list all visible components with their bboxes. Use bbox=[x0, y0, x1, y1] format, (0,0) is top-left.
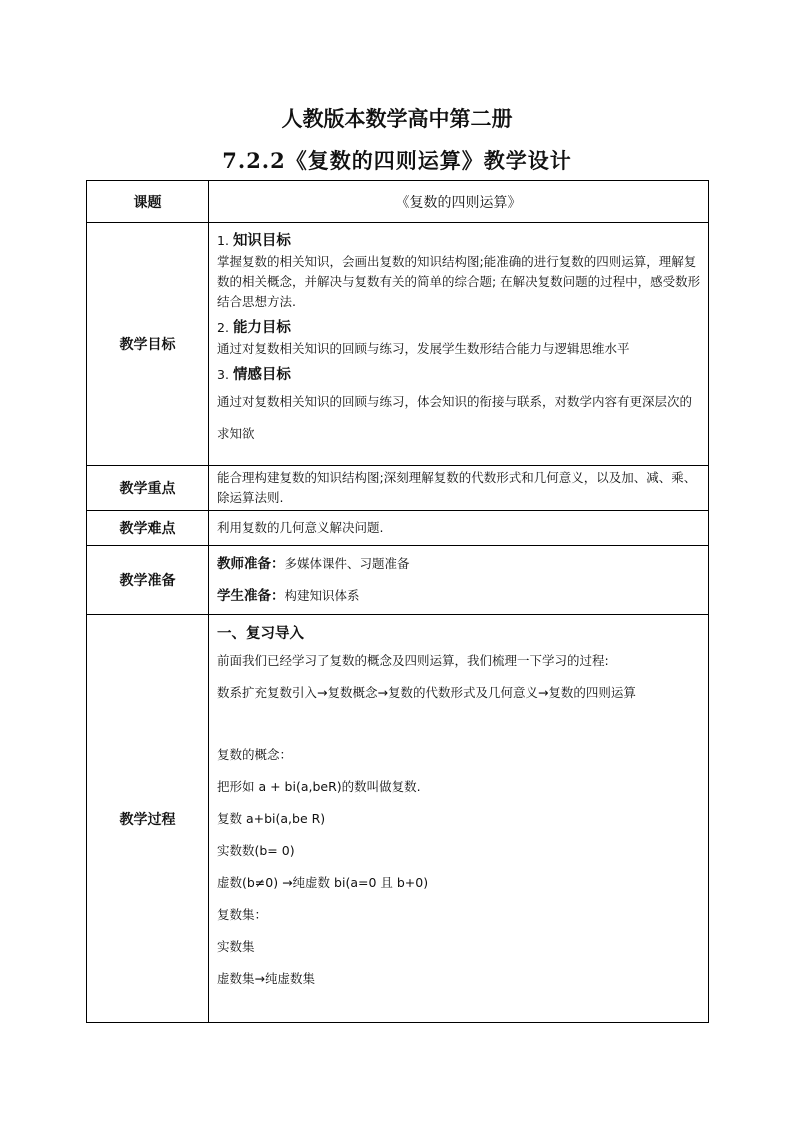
goal-heading-emotion: 3. 情感目标 bbox=[217, 367, 291, 383]
process-line: 复数 a+bi(a,be R) bbox=[217, 811, 326, 826]
document-title: 人教版本数学高中第二册 bbox=[281, 106, 513, 131]
difficulties-text: 利用复数的几何意义解决问题. bbox=[209, 511, 709, 546]
preparation-label: 教学准备 bbox=[87, 546, 209, 615]
difficulties-label: 教学难点 bbox=[87, 511, 209, 546]
goals-label: 教学目标 bbox=[87, 223, 209, 466]
spacer bbox=[217, 709, 704, 739]
process-line: 数系扩充复数引入→复数概念→复数的代数形式及几何意义→复数的四则运算 bbox=[217, 685, 636, 700]
process-section-title: 一、复习导入 bbox=[217, 626, 304, 642]
goal-heading-knowledge: 1. 知识目标 bbox=[217, 233, 291, 249]
goals-content bbox=[209, 223, 709, 466]
student-preparation: 学生准备：构建知识体系 bbox=[217, 588, 360, 604]
goal-text-ability: 通过对复数相关知识的回顾与练习，发展学生数形结合能力与逻辑思维水平 bbox=[217, 341, 630, 356]
key-points-label: 教学重点 bbox=[87, 466, 209, 511]
process-line: 复数的概念： bbox=[217, 747, 293, 762]
process-line: 把形如 a + bi(a,beR)的数叫做复数. bbox=[217, 779, 421, 794]
table-row-goals bbox=[87, 223, 709, 466]
key-points-text: 能合理构建复数的知识结构图;深刻理解复数的代数形式和几何意义，以及加、减、乘、除运算法则. bbox=[209, 466, 709, 511]
topic-label: 课题 bbox=[87, 181, 209, 223]
process-line: 虚数(b≠0) →纯虚数 bi(a=0 且 b+0) bbox=[217, 875, 429, 890]
topic-value: 《复数的四则运算》 bbox=[209, 181, 709, 223]
document-subtitle: 7.2.2《复数的四则运算》教学设计 bbox=[222, 148, 572, 173]
table-row-difficulties bbox=[87, 511, 709, 546]
preparation-content bbox=[209, 546, 709, 615]
process-content bbox=[209, 615, 709, 1023]
table-row-preparation bbox=[87, 546, 709, 615]
lesson-plan-table bbox=[86, 180, 709, 1023]
process-line: 虚数集→纯虚数集 bbox=[217, 971, 315, 986]
table-row-key-points bbox=[87, 466, 709, 511]
process-line: 实数数(b= 0) bbox=[217, 843, 295, 858]
process-line: 前面我们已经学习了复数的概念及四则运算，我们梳理一下学习的过程: bbox=[217, 653, 609, 668]
goal-text-emotion: 通过对复数相关知识的回顾与练习，体会知识的衔接与联系，对数学内容有更深层次的求知欲 bbox=[217, 394, 693, 441]
teacher-preparation: 教师准备：多媒体课件、习题准备 bbox=[217, 556, 410, 572]
process-label: 教学过程 bbox=[87, 615, 209, 1023]
process-line: 复数集： bbox=[217, 907, 268, 922]
table-row-process bbox=[87, 615, 709, 1023]
goal-text-knowledge: 掌握复数的相关知识，会画出复数的知识结构图;能准确的进行复数的四则运算，理解复数的相关概念，并解决与复数有关的简单的综合题; 在解决复数问题的过程中，感受数形结合思想方法. bbox=[217, 254, 701, 309]
goal-heading-ability: 2. 能力目标 bbox=[217, 320, 291, 336]
process-line: 实数集 bbox=[217, 939, 255, 954]
table-row-topic bbox=[87, 181, 709, 223]
